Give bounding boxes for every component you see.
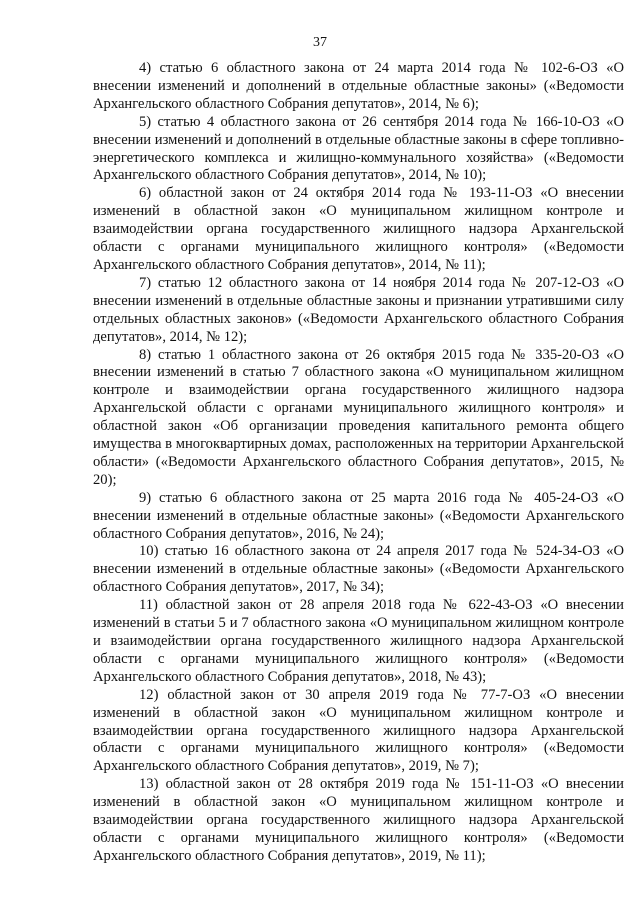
list-item-11: 11) областной закон от 28 апреля 2018 года № 622-43-ОЗ «О внесении изменений в статьи 5 и 7 областного закона «О муниципальном жилищном контроле и взаимодействии органа государственного жилищного надзора Архангельской области с органами муниципального жилищного контроля» («Ведомости Архангельского областного Собрания депутатов», 2018, № 43); bbox=[93, 597, 624, 685]
list-item-13: 13) областной закон от 28 октября 2019 года № 151-11-ОЗ «О внесении изменений в областной закон «О муниципальном жилищном контроле и взаимодействии органа государственного жилищного надзора Архангельской области с органами муниципального жилищного контроля» («Ведомости Архангельского областного Собрания депутатов», 2019, № 11); bbox=[93, 776, 624, 864]
list-item-9: 9) статью 6 областного закона от 25 марта 2016 года № 405-24-ОЗ «О внесении изменений в отдельные областные законы» («Ведомости Архангельского областного Собрания депутатов», 2016, № 24); bbox=[93, 489, 624, 542]
list-item-10: 10) статью 16 областного закона от 24 апреля 2017 года № 524-34-ОЗ «О внесении изменений в отдельные областные законы» («Ведомости Архангельского областного Собрания депутатов», 2017, № 34); bbox=[93, 543, 624, 596]
list-item-6: 6) областной закон от 24 октября 2014 года № 193-11-ОЗ «О внесении изменений в областной закон «О муниципальном жилищном контроле и взаимодействии органа государственного жилищного надзора Архангельской области с органами муниципального жилищного контроля» («Ведомости Архангельского областного Собрания депутатов», 2014, № 11); bbox=[93, 185, 624, 273]
document-body bbox=[93, 60, 624, 866]
list-item-4: 4) статью 6 областного закона от 24 марта 2014 года № 102-6-ОЗ «О внесении изменений и дополнений в отдельные областные законы» («Ведомости Архангельского областного Собрания депутатов», 2014, № 6); bbox=[93, 60, 624, 112]
list-item-8: 8) статью 1 областного закона от 26 октября 2015 года № 335-20-ОЗ «О внесении изменений в статью 7 областного закона «О муниципальном жилищном контроле и взаимодействии органа государственного жилищного надзора Архангельской области с органами муниципального жилищного контроля» и областной закон «Об организации проведения капитального ремонта общего имущества в многоквартирных домах, расположенных на территории Архангельской области» («Ведомости Архангельского областного Собрания депутатов», 2015, № 20); bbox=[93, 346, 624, 488]
list-item-12: 12) областной закон от 30 апреля 2019 года № 77-7-ОЗ «О внесении изменений в областной закон «О муниципальном жилищном контроле и взаимодействии органа государственного жилищного надзора Архангельской области с органами муниципального жилищного контроля» («Ведомости Архангельского областного Собрания депутатов», 2019, № 7); bbox=[93, 686, 624, 775]
list-item-5: 5) статью 4 областного закона от 26 сентября 2014 года № 166-10-ОЗ «О внесении изменений и дополнений в отдельные областные законы в сфере топливно-энергетического комплекса и жилищно-коммунального хозяйства» («Ведомости Архангельского областного Собрания депутатов», 2014, № 10); bbox=[93, 113, 625, 184]
list-item-7: 7) статью 12 областного закона от 14 ноября 2014 года № 207-12-ОЗ «О внесении изменений в отдельные областные законы и признании утратившими силу отдельных областных законов» («Ведомости Архангельского областного Собрания депутатов», 2014, № 12); bbox=[93, 274, 624, 345]
page-number: 37 bbox=[313, 35, 327, 50]
